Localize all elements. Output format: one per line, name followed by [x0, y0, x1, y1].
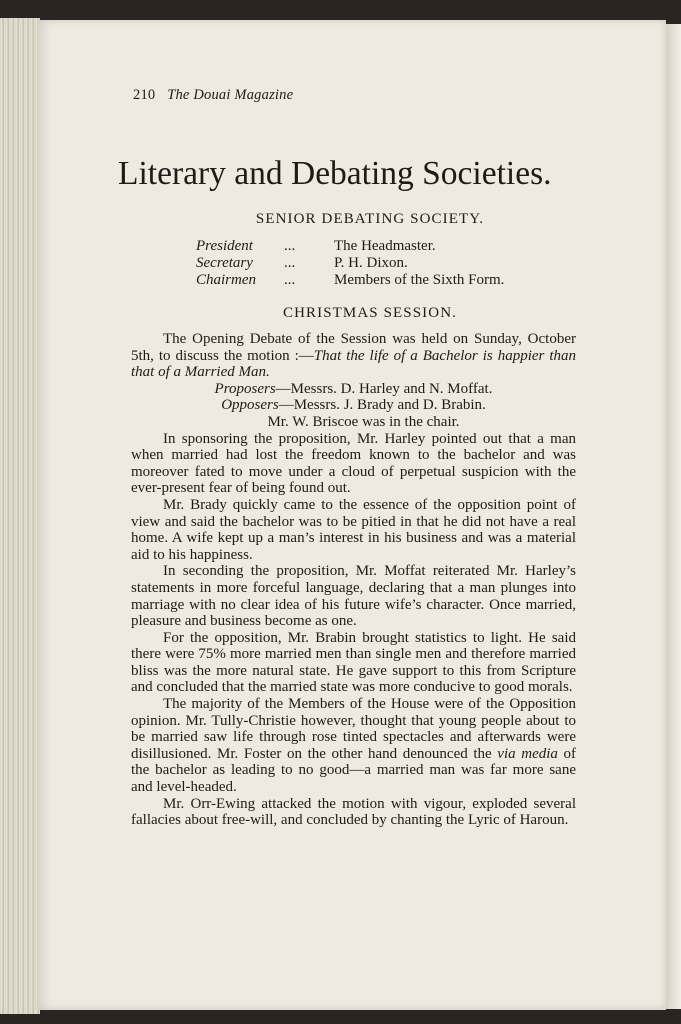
- officer-name: The Headmaster.: [334, 238, 436, 254]
- book-page-edges: [0, 18, 40, 1014]
- paragraph: [131, 696, 576, 796]
- officer-dots: ...: [284, 255, 296, 271]
- officer-row: [196, 255, 504, 272]
- paragraph-opening: [131, 331, 576, 381]
- opposers-names: —Messrs. J. Brady and D. Brabin.: [278, 397, 486, 414]
- motion-text: That the life of a Bachelor is happier than that of a Married Man.: [131, 347, 576, 381]
- book-right-edge: [666, 24, 681, 1009]
- officer-role: Secretary: [196, 255, 253, 271]
- article-title: Literary and Debating Societies.: [118, 155, 552, 192]
- proposers-names: —Messrs. D. Harley and N. Moffat.: [275, 380, 493, 397]
- officer-dots: ...: [284, 272, 296, 288]
- opposers-line: [131, 397, 576, 414]
- officer-name: P. H. Dixon.: [334, 255, 408, 271]
- article-body: [131, 331, 576, 829]
- officer-row: [196, 238, 504, 255]
- magazine-title: The Douai Magazine: [167, 87, 294, 103]
- paragraph-text: The majority of the Members of the House were of the Opposition opinion. Mr. Tully-Christie however, thought that young people about to be married saw life through rose tinted spectacles and afterwards were disillusioned. Mr. Foster on the other hand denounced the: [131, 696, 576, 762]
- officer-dots: ...: [284, 238, 296, 254]
- session-heading: CHRISTMAS SESSION.: [282, 305, 457, 321]
- opposers-label: Opposers: [221, 397, 279, 414]
- running-header: [133, 87, 293, 104]
- paragraph: For the opposition, Mr. Brabin brought statistics to light. He said there were 75% more married men than single men and therefore married bliss was the more natural state. He gave support to this from Scripture and concluded that the married state was more conducive to good morals.: [131, 629, 576, 696]
- section-heading: SENIOR DEBATING SOCIETY.: [255, 211, 485, 227]
- officer-name: Members of the Sixth Form.: [334, 272, 505, 288]
- officer-role: President: [196, 238, 253, 254]
- officer-role: Chairmen: [196, 272, 256, 288]
- paragraph: Mr. Orr-Ewing attacked the motion with vigour, exploded several fallacies about free-will, and concluded by chanting the Lyric of Haroun.: [131, 795, 576, 829]
- proposers-line: [131, 381, 576, 398]
- paragraph: In sponsoring the proposition, Mr. Harley pointed out that a man when married had lost the freedom known to the bachelor and was moreover fated to move under a cloud of perpetual suspicion with the ever-present fear of being found out.: [131, 430, 576, 497]
- proposers-label: Proposers: [214, 380, 276, 397]
- opening-text: The Opening Debate of the Session was held on Sunday, October 5th, to discuss the motion :—: [131, 331, 576, 364]
- paragraph-text: of the bachelor as leading to no good—a married man was far more sane and level-headed.: [131, 745, 577, 796]
- officers-list: [196, 238, 504, 289]
- chair-line: Mr. W. Briscoe was in the chair.: [267, 413, 460, 430]
- officer-row: [196, 272, 504, 289]
- page-number: 210: [133, 87, 156, 103]
- paragraph: In seconding the proposition, Mr. Moffat reiterated Mr. Harley’s statements in more forceful language, declaring that a man plunges into marriage with no clear idea of his future wife’s character. Once married, pleasure and business become as one.: [131, 563, 576, 630]
- latin-phrase: via media: [497, 745, 558, 762]
- paragraph: Mr. Brady quickly came to the essence of the opposition point of view and said the bachelor was to be pitied in that he did not have a real home. A wife kept up a man’s interest in his business and was a material aid to his happiness.: [131, 496, 576, 563]
